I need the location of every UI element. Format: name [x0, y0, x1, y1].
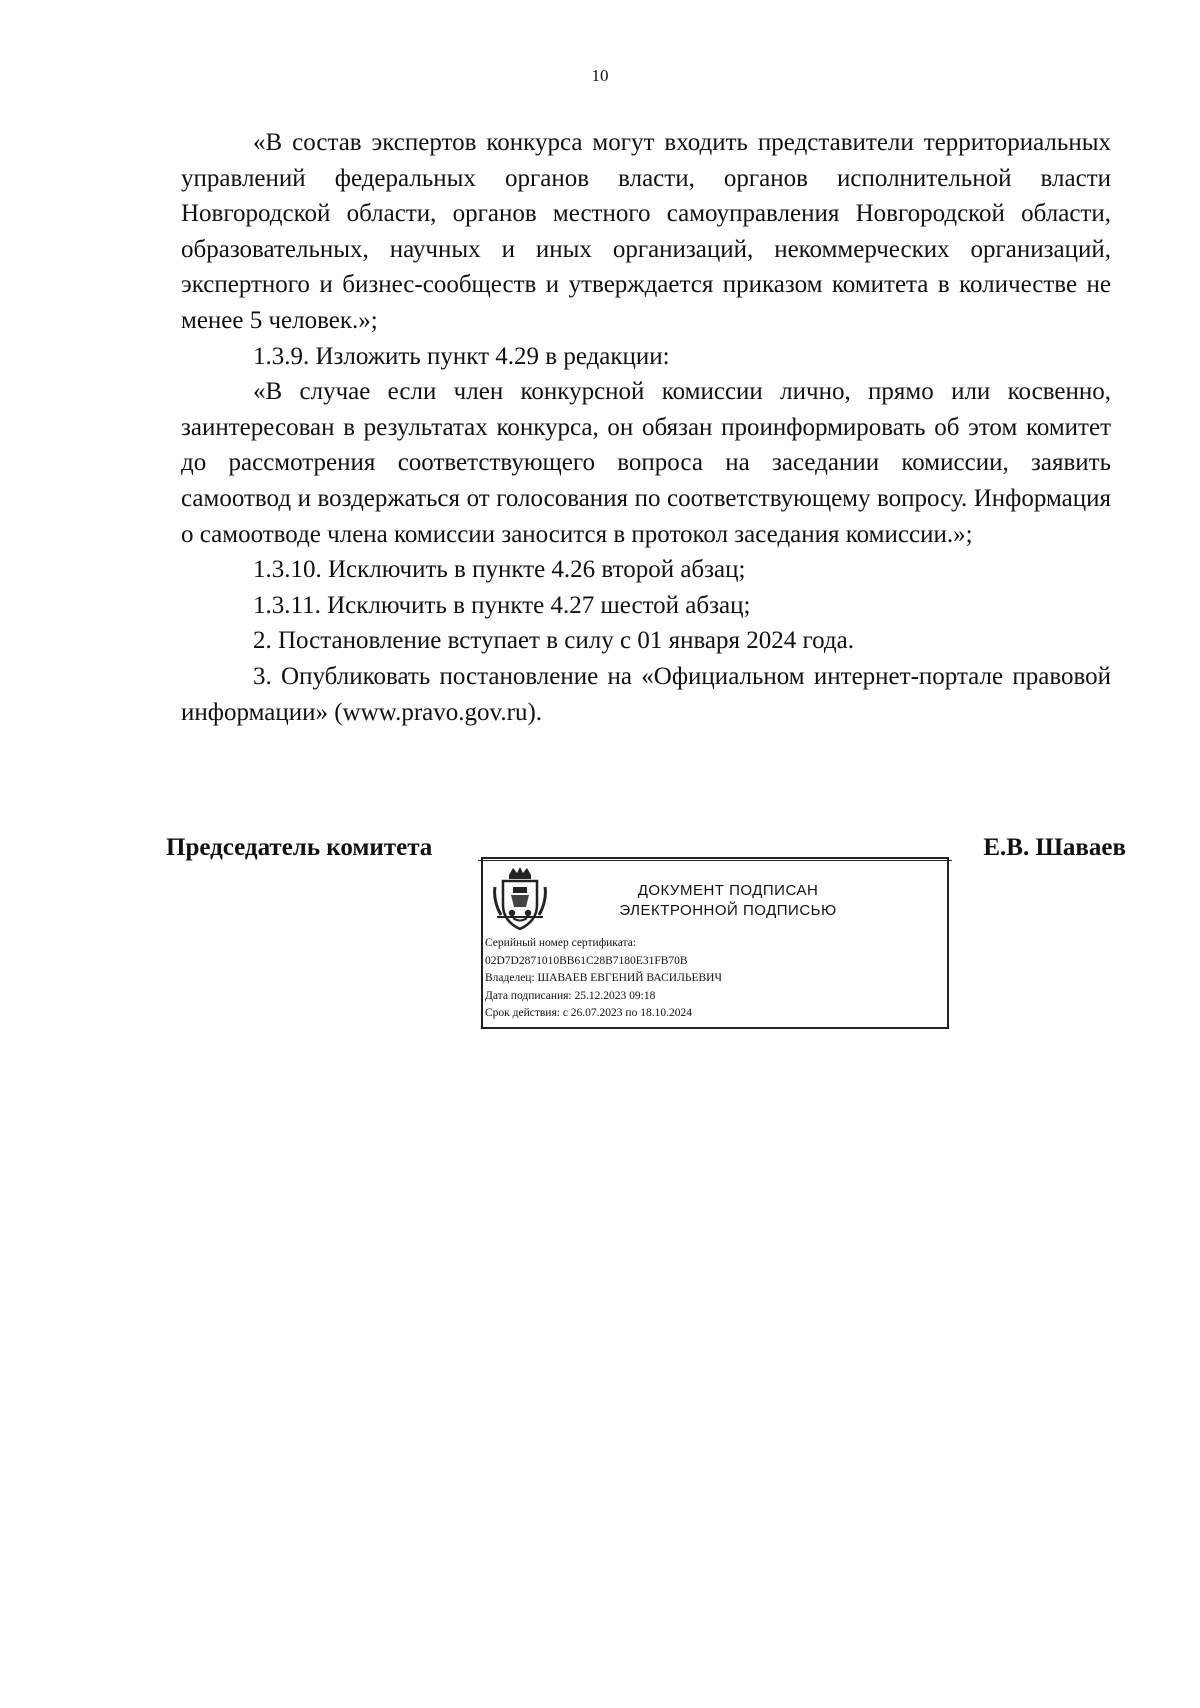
stamp-details: [485, 935, 722, 1023]
signatory-position: Председатель комитета: [166, 834, 433, 861]
stamp-title: [563, 881, 893, 921]
paragraph-experts-composition: «В состав экспертов конкурса могут входить представители территориальных управлений федеральных органов власти, органов исполнительной власти Новгородской области, органов местного самоуправления Новгородской области, образовательных, научных и иных организаций, некоммерческих организаций, экспертного и бизнес-сообществ и утверждается приказом комитета в количестве не менее 5 человек.»;: [181, 129, 1111, 334]
paragraph-item-1-3-11: 1.3.11. Исключить в пункте 4.27 шестой абзац;: [253, 591, 751, 619]
paragraph-item-3: 3. Опубликовать постановление на «Официальном интернет-портале правовой информации» (www.pravo.gov.ru).: [181, 662, 1111, 726]
stamp-serial-value: 02D7D2871010BB61C28B7180E31FB70B: [485, 954, 688, 967]
stamp-owner: Владелец: ШАВАЕВ ЕВГЕНИЙ ВАСИЛЬЕВИЧ: [485, 972, 722, 984]
paragraph-item-1-3-10: 1.3.10. Исключить в пункте 4.26 второй абзац;: [253, 556, 746, 584]
stamp-title-line2: ЭЛЕКТРОННОЙ ПОДПИСЬЮ: [619, 902, 837, 919]
stamp-validity: Срок действия: с 26.07.2023 по 18.10.2024: [485, 1007, 692, 1019]
page-number: 10: [591, 66, 609, 85]
stamp-title-line1: ДОКУМЕНТ ПОДПИСАН: [637, 882, 819, 899]
stamp-signed-date: Дата подписания: 25.12.2023 09:18: [485, 989, 656, 1002]
stamp-serial-label: Серийный номер сертификата:: [485, 937, 636, 949]
document-body: [181, 125, 1111, 730]
paragraph-conflict-of-interest: «В случае если член конкурсной комиссии лично, прямо или косвенно, заинтересован в результатах конкурса, он обязан проинформировать об этом комитет до рассмотрения соответствующего вопроса на заседании комиссии, заявить самоотвод и воздержаться от голосования по соответствующему вопросу. Информация о самоотводе члена комиссии заносится в протокол заседания комиссии.»;: [181, 378, 1111, 548]
signatory-name: Е.В. Шаваев: [983, 834, 1126, 861]
paragraph-item-2: 2. Постановление вступает в силу с 01 января 2024 года.: [253, 627, 855, 655]
coat-of-arms-emblem: [491, 865, 549, 933]
paragraph-item-1-3-9: 1.3.9. Изложить пункт 4.29 в редакции:: [253, 342, 670, 370]
electronic-signature-stamp: [481, 857, 949, 1029]
